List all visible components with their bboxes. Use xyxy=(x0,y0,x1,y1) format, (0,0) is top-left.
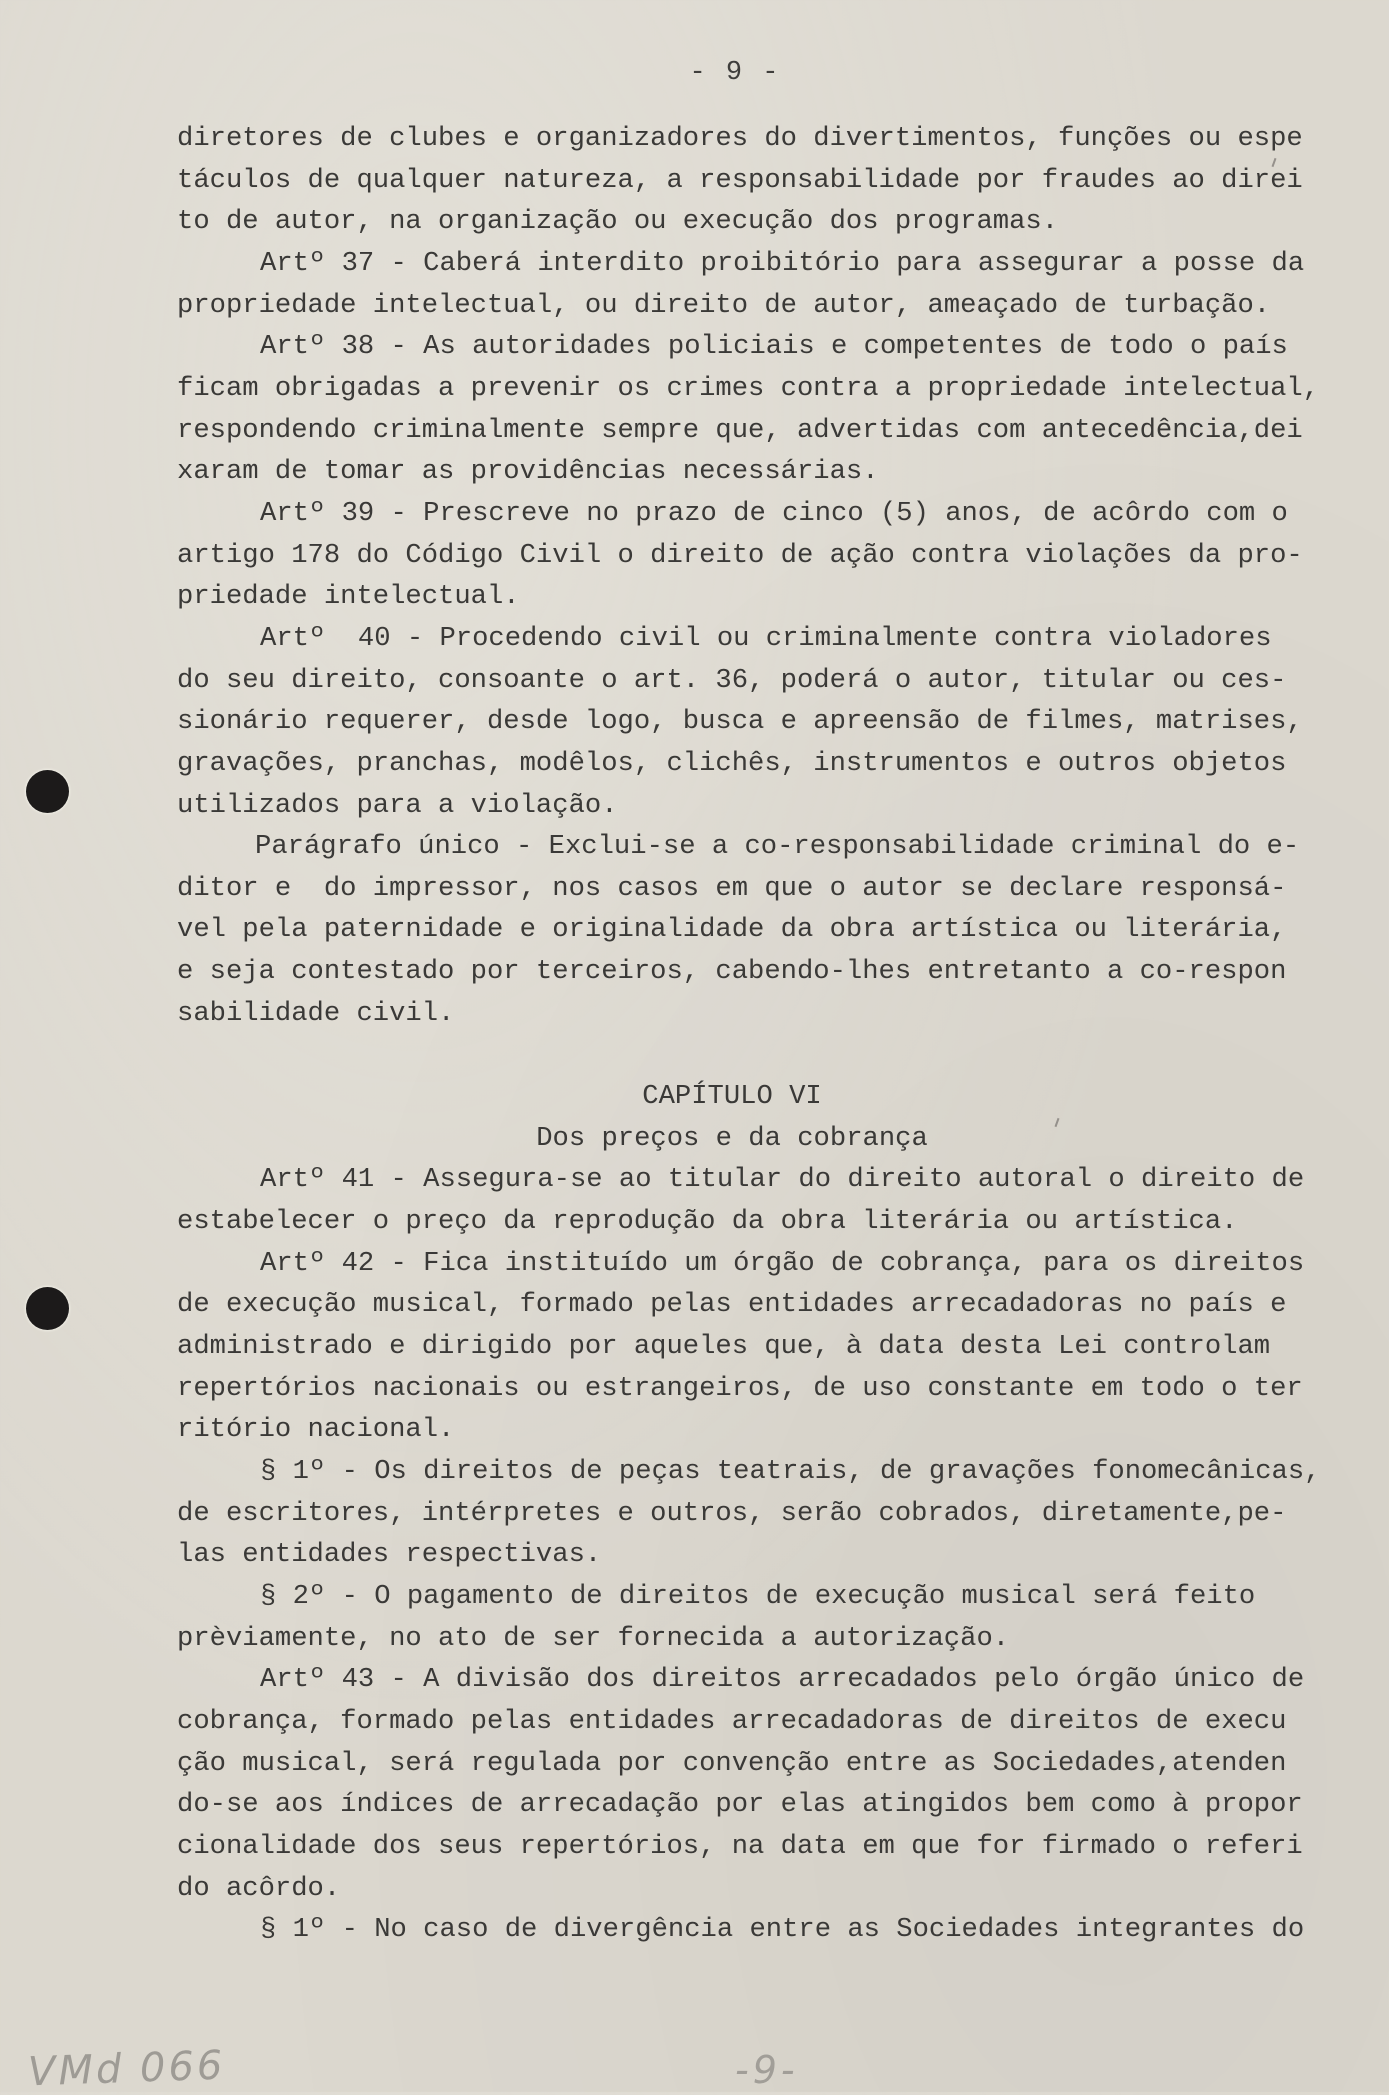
punch-hole-top xyxy=(26,770,69,813)
typewritten-body xyxy=(177,118,1357,1951)
article-line: Artº 41 - Assegura-se ao titular do direito autoral o direito de xyxy=(260,1164,1305,1196)
article-line: Parágrafo único - Exclui-se a co-responsabilidade criminal do e- xyxy=(255,831,1300,863)
article-line: Artº 38 - As autoridades policiais e competentes de todo o país xyxy=(260,331,1288,363)
text-line: propriedade intelectual, ou direito de autor, ameaçado de turbação. xyxy=(177,289,1271,321)
article-line: Artº 43 - A divisão dos direitos arrecadados pelo órgão único de xyxy=(260,1664,1305,1696)
article-line: Artº 39 - Prescreve no prazo de cinco (5) anos, de acôrdo com o xyxy=(260,497,1288,529)
text-line: táculos de qualquer natureza, a responsabilidade por fraudes ao direi xyxy=(177,164,1303,196)
text-line: cobrança, formado pelas entidades arrecadadoras de direitos de execu xyxy=(177,1705,1287,1737)
text-line: de execução musical, formado pelas entidades arrecadadoras no país e xyxy=(177,1289,1287,1321)
text-line: to de autor, na organização ou execução dos programas. xyxy=(177,206,1059,238)
article-line: § 2º - O pagamento de direitos de execução musical será feito xyxy=(260,1580,1256,1612)
text-line: prèviamente, no ato de ser fornecida a autorização. xyxy=(177,1622,1010,1654)
article-line: Artº 40 - Procedendo civil ou criminalmente contra violadores xyxy=(260,622,1272,654)
article-line: § 1º - No caso de divergência entre as Sociedades integrantes do xyxy=(260,1914,1305,1946)
text-line: administrado e dirigido por aqueles que, à data desta Lei controlam xyxy=(177,1331,1271,1363)
article-line: § 1º - Os direitos de peças teatrais, de gravações fonomecânicas, xyxy=(260,1456,1321,1487)
text-line: sabilidade civil. xyxy=(177,997,455,1029)
chapter-heading: CAPÍTULO VI xyxy=(642,1081,822,1113)
handwritten-archive-reference: VMd 066 xyxy=(27,2042,227,2095)
text-line: do seu direito, consoante o art. 36, poderá o autor, titular ou ces- xyxy=(177,664,1287,696)
text-line: repertórios nacionais ou estrangeiros, de uso constante em todo o ter xyxy=(177,1372,1303,1404)
punch-hole-bottom xyxy=(26,1287,69,1330)
text-line: do acôrdo. xyxy=(177,1872,341,1904)
text-line: priedade intelectual. xyxy=(177,581,520,613)
handwritten-page-number: -9- xyxy=(735,2048,799,2092)
text-line: diretores de clubes e organizadores do divertimentos, funções ou espe xyxy=(177,123,1303,154)
text-line: ditor e do impressor, nos casos em que o autor se declare responsá- xyxy=(177,872,1287,904)
text-line: sionário requerer, desde logo, busca e apreensão de filmes, matrises, xyxy=(177,706,1303,738)
text-line: estabelecer o preço da reprodução da obra literária ou artística. xyxy=(177,1206,1238,1238)
page-number-top: - 9 - xyxy=(689,58,781,88)
article-line: Artº 37 - Caberá interdito proibitório para assegurar a posse da xyxy=(260,247,1305,279)
text-line: do-se aos índices de arrecadação por elas atingidos bem como à propor xyxy=(177,1789,1303,1821)
text-line: ção musical, será regulada por convenção entre as Sociedades,atenden xyxy=(177,1747,1287,1779)
text-line: artigo 178 do Código Civil o direito de ação contra violações da pro- xyxy=(177,539,1303,571)
text-line: cionalidade dos seus repertórios, na data em que for firmado o referi xyxy=(177,1830,1303,1862)
text-line: gravações, pranchas, modêlos, clichês, instrumentos e outros objetos xyxy=(177,747,1287,779)
chapter-subtitle: Dos preços e da cobrança xyxy=(536,1122,928,1154)
text-line: ritório nacional. xyxy=(177,1414,455,1446)
text-line: ficam obrigadas a prevenir os crimes contra a propriedade intelectual, xyxy=(177,372,1320,404)
text-line: e seja contestado por terceiros, cabendo-lhes entretanto a co-respon xyxy=(177,956,1287,988)
blank-line xyxy=(177,1034,1357,1076)
text-line: las entidades respectivas. xyxy=(177,1539,602,1571)
article-line: Artº 42 - Fica instituído um órgão de cobrança, para os direitos xyxy=(260,1247,1305,1279)
text-line: xaram de tomar as providências necessárias. xyxy=(177,456,879,488)
text-line: respondendo criminalmente sempre que, advertidas com antecedência,dei xyxy=(177,414,1303,446)
text-line: utilizados para a violação. xyxy=(177,789,618,821)
text-line: vel pela paternidade e originalidade da obra artística ou literária, xyxy=(177,914,1287,946)
text-line: de escritores, intérpretes e outros, serão cobrados, diretamente,pe- xyxy=(177,1497,1287,1529)
